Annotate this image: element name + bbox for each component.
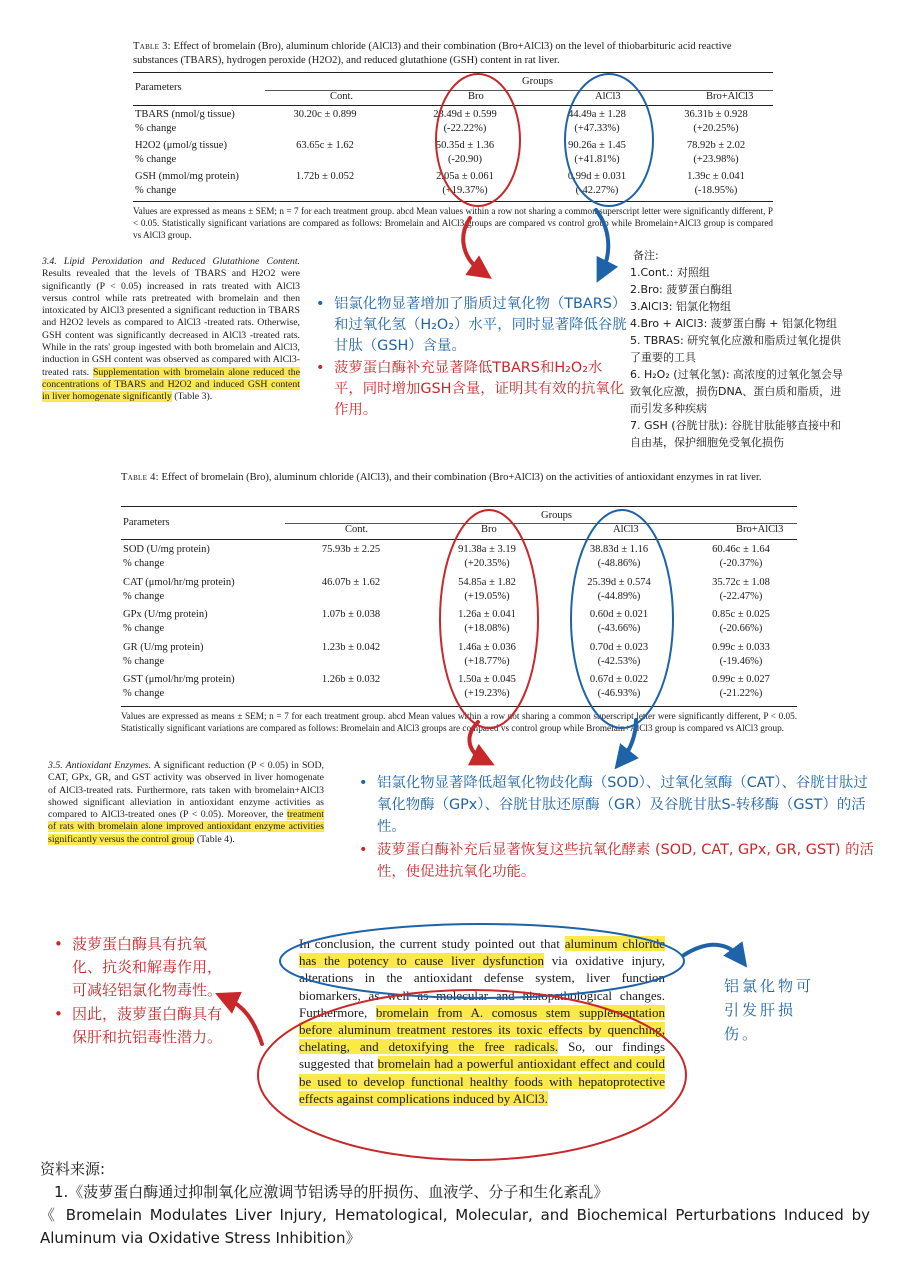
cell-value: 75.93b ± 2.25 — [321, 544, 381, 555]
bullet-dot-icon: • — [359, 775, 368, 791]
conclusion-highlight-antioxidant: bromelain had a powerful antioxidant effect and could be used to develop functional healthy foods with hepatoprotective effects against complications induced by AlCl3. — [299, 1056, 665, 1106]
cell-value: 30.20c ± 0.899 — [293, 109, 357, 120]
table3-header-parameters: Parameters — [135, 82, 182, 93]
cell-change: (-20.90) — [447, 154, 483, 165]
section35-text: A significant reduction (P < 0.05) in SOD, CAT, GPx, GR, and GST activity was observed in liver homogenate of AlCl3-treated rats. Furthermore, rats taken with bromelain+AlCl3 showed significant alleviation in antioxidant enzyme activities as compared to AlCl3-treated ones (P < 0.05). Moreover, the — [48, 760, 324, 821]
cell-change: (-43.66%) — [597, 623, 641, 635]
conclusion-text: via oxidative injury, alterations in the antioxidant defense system, liver function biomarkers, as well as molecular and histopathological changes. Furthermore, — [299, 953, 665, 1020]
cell-value: 90.26a ± 1.45 — [568, 140, 626, 151]
cell-value: 35.72c ± 1.08 — [712, 576, 770, 588]
source-en: 《 Bromelain Modulates Liver Injury, Hematological, Molecular, and Biochemical Perturbations Induced by Aluminum via Oxidative Stress Inhibition》 — [40, 1206, 870, 1247]
conclusion-highlight-aluminum: aluminum chloride has the potency to cause liver dysfunction — [299, 936, 666, 969]
param-sub: % change — [123, 590, 165, 602]
cell-change: (+18.08%) — [464, 623, 510, 635]
cell-value: 38.83d ± 1.16 — [589, 544, 649, 555]
conclusion-text: In conclusion, the current study pointed out that — [299, 936, 560, 951]
cell-change: (-46.93%) — [597, 688, 641, 700]
table3-header-groups: Groups — [522, 76, 553, 87]
cell-change: (-44.89%) — [597, 590, 641, 602]
notes-item: 7. GSH (谷胱甘肽): 谷胱甘肽能够直接中和自由基，保护细胞免受氧化损伤 — [630, 419, 842, 449]
param-name: SOD (U/mg protein) — [123, 544, 210, 555]
bullets2-text: 菠萝蛋白酶补充后显著恢复这些抗氧化酵素 (SOD, CAT, GPx, GR, GST) 的活性，使促进抗氧化功能。 — [377, 842, 874, 880]
notes-item: 1.Cont.: 对照组 — [630, 266, 710, 279]
cell-change: (-18.95%) — [694, 185, 738, 196]
cell-change: (+47.33%) — [574, 123, 620, 134]
cell-change: (-20.66%) — [719, 623, 763, 635]
cell-change: (-42.27%) — [575, 185, 619, 196]
param-sub: % change — [123, 623, 165, 635]
table3-blue-arrow — [596, 210, 608, 272]
param-name: GR (U/mg protein) — [123, 641, 204, 653]
bullet-dot-icon: • — [54, 1005, 63, 1023]
cell-value: 1.50a ± 0.045 — [458, 674, 516, 686]
cell-change: (+41.81%) — [574, 154, 620, 165]
notes-item: 3.AlCl3: 铝氯化物组 — [630, 300, 732, 313]
table3-col-alcl3: AlCl3 — [595, 91, 621, 102]
cell-value: 46.07b ± 1.62 — [321, 576, 381, 588]
cell-value: 50.35d ± 1.36 — [435, 140, 495, 151]
notes-title: 备注: — [633, 249, 659, 262]
conclusion-red-arrow — [226, 998, 262, 1044]
cell-value: 25.39d ± 0.574 — [587, 576, 651, 588]
table3-col-cont: Cont. — [330, 91, 354, 102]
cell-value: 60.46c ± 1.64 — [712, 544, 770, 555]
cell-value: 0.85c ± 0.025 — [712, 609, 770, 621]
cell-value: 1.39c ± 0.041 — [687, 171, 745, 182]
cell-change: (-22.47%) — [719, 590, 763, 602]
table4-col-bro: Bro — [481, 524, 497, 535]
table4-bro-ellipse — [440, 510, 538, 728]
section34-text: Results revealed that the levels of TBARS and H2O2 were significantly (P < 0.05) increased in rats treated with AlCl3 versus control while rats pretreated with bromelain and then intoxicated by AlCl3 presented a significant reduction in TBARS and H2O2 levels as compared to AlCl3 -treated rats. Otherwise, GSH content was significantly decreased in AlCl3 -treated rats. While in the rats' group ingested with both bromelain and AlCl3, induction in GSH content was observed as compared with AlCl3-treated rats. — [42, 268, 300, 378]
cell-change: (-20.37%) — [719, 558, 763, 569]
notes-item: 4.Bro + AlCl3: 菠萝蛋白酶 + 铝氯化物组 — [630, 317, 837, 330]
bullets3-text: 菠萝蛋白酶具有抗氧化、抗炎和解毒作用，可减轻铝氯化物毒性。 — [72, 935, 223, 999]
cell-value: 44.49a ± 1.28 — [568, 109, 626, 120]
cell-change: (+19.23%) — [464, 688, 510, 700]
table4-col-cont: Cont. — [345, 524, 369, 535]
table3-bro-ellipse — [436, 74, 520, 206]
cell-value: 0.70d ± 0.023 — [589, 641, 649, 653]
cell-value: 54.85a ± 1.82 — [458, 576, 516, 588]
param-sub: % change — [135, 185, 177, 196]
table3-caption-text: Effect of bromelain (Bro), aluminum chloride (AlCl3) and their combination (Bro+AlCl3) on the level of thiobarbituric acid reactive substances (TBARS), hydrogen peroxide (H2O2), and reduced glutathione (GSH) content in rat liver. — [133, 41, 732, 66]
cell-value: 1.26a ± 0.041 — [458, 609, 516, 621]
table4-header-parameters: Parameters — [123, 517, 170, 528]
table4-col-bro-alcl3: Bro+AlCl3 — [736, 524, 784, 535]
table3-caption-label: Table 3: — [133, 41, 171, 52]
bullet-dot-icon: • — [54, 935, 63, 953]
cell-change: (+19.37%) — [442, 185, 488, 196]
cell-value: 23.49d ± 0.599 — [433, 109, 497, 120]
section35-heading: 3.5. Antioxidant Enzymes. — [48, 760, 152, 771]
cell-change: (-22.22%) — [443, 123, 487, 134]
param-sub: % change — [123, 655, 165, 667]
cell-value: 36.31b ± 0.928 — [684, 109, 748, 120]
param-sub: % change — [135, 154, 177, 165]
cell-change: (-19.46%) — [719, 655, 763, 667]
conclusion-red-ellipse — [258, 990, 686, 1160]
bullet-dot-icon: • — [316, 296, 325, 312]
table4-caption-label: Table 4: — [121, 472, 159, 483]
cell-value: 78.92b ± 2.02 — [686, 140, 746, 151]
param-name: H2O2 (μmol/g tissue) — [135, 140, 227, 151]
source-cn: 1.《菠萝蛋白酶通过抑制氧化应激调节铝诱导的肝损伤、血液学、分子和生化紊乱》 — [54, 1183, 609, 1201]
side-note: 铝氯化物可引发肝损伤。 — [724, 977, 815, 1043]
cell-value: 2.05a ± 0.061 — [436, 171, 494, 182]
bullets3-text: 因此，菠萝蛋白酶具有保肝和抗铝毒性潜力。 — [72, 1005, 223, 1046]
cell-change: (+19.05%) — [464, 590, 510, 602]
bullet-dot-icon: • — [359, 842, 368, 858]
conclusion-blue-arrow — [684, 945, 740, 958]
table3-col-bro: Bro — [468, 91, 484, 102]
param-sub: % change — [135, 123, 177, 134]
source-label: 资料来源: — [40, 1160, 106, 1178]
table4-caption-text: Effect of bromelain (Bro), aluminum chloride (AlCl3), and their combination (Bro+AlCl3) on the activities of antioxidant enzymes in rat liver. — [161, 472, 762, 483]
cell-value: 1.46a ± 0.036 — [458, 641, 516, 653]
param-name: GPx (U/mg protein) — [123, 609, 208, 621]
section35-highlight: treatment of rats with bromelain alone improved antioxidant enzyme activities significantly versus the control group — [48, 809, 325, 845]
cell-value: 1.72b ± 0.052 — [295, 171, 355, 182]
cell-value: 1.26b ± 0.032 — [321, 674, 381, 686]
cell-change: (+20.35%) — [464, 558, 510, 569]
param-name: TBARS (nmol/g tissue) — [135, 109, 235, 120]
param-name: GST (μmol/hr/mg protein) — [123, 674, 235, 686]
cell-change: (-48.86%) — [597, 558, 641, 569]
table4-footnote: Values are expressed as means ± SEM; n = 7 for each treatment group. abcd Mean values within a row not sharing a common superscript letter were significantly different, P < 0.05. Statistically significant variations are compared as follows: Bromelain and AlCl3 groups are compared vs control group while Bromelain+AlCl3 group is compared vs AlCl3 group. — [121, 711, 797, 733]
param-sub: % change — [123, 688, 165, 700]
table3-red-arrow — [463, 218, 482, 272]
cell-value: 0.67d ± 0.022 — [589, 674, 649, 686]
bullets2-text: 铝氯化物显著降低超氧化物歧化酶（SOD）、过氧化氢酶（CAT）、谷胱甘肽过氧化物酶（GPx）、谷胱甘肽还原酶（GR）及谷胱甘肽S-转移酶（GST）的活性。 — [377, 775, 868, 835]
cell-value: 91.38a ± 3.19 — [458, 544, 516, 555]
param-sub: % change — [123, 558, 165, 569]
conclusion-blue-ellipse — [280, 924, 684, 998]
cell-value: 0.99d ± 0.031 — [567, 171, 627, 182]
conclusion-highlight-bromelain: bromelain from A. comosus stem supplementation before aluminum treatment restores its toxic effects by quenching, chelating, and detoxifying the free radicals. — [299, 1004, 665, 1055]
section34-tail: (Table 3). — [174, 391, 213, 403]
table4-col-alcl3: AlCl3 — [613, 524, 639, 535]
conclusion-text: So, our findings suggested that — [299, 1039, 666, 1072]
param-name: GSH (mmol/mg protein) — [135, 171, 239, 182]
cell-change: (-42.53%) — [597, 655, 641, 667]
bullet-dot-icon: • — [316, 360, 325, 376]
notes-item: 5. TBRAS: 研究氧化应激和脂质过氧化提供了重要的工具 — [630, 334, 842, 364]
bullets1-text: 菠萝蛋白酶补充显著降低TBARS和H₂O₂水平，同时增加GSH含量，证明其有效的抗氧化作用。 — [334, 360, 625, 418]
table4-alcl3-ellipse — [571, 510, 673, 728]
section34-heading: 3.4. Lipid Peroxidation and Reduced Glutathione Content. — [42, 256, 300, 267]
param-name: CAT (μmol/hr/mg protein) — [123, 576, 235, 588]
cell-change: (-21.22%) — [719, 688, 763, 700]
cell-value: 0.99c ± 0.033 — [712, 641, 770, 653]
cell-change: (+20.25%) — [693, 123, 739, 134]
table3-footnote: Values are expressed as means ± SEM; n = 7 for each treatment group. abcd Mean values within a row not sharing a common superscript letter were significantly different, P < 0.05. Statistically significant variations are compared as follows: Bromelain and AlCl3 groups are compared vs control group while Bromelain+AlCl3 group is compared vs AlCl3 group. — [133, 206, 773, 240]
table4-header-groups: Groups — [541, 510, 572, 521]
notes-item: 2.Bro: 菠萝蛋白酶组 — [630, 283, 733, 296]
cell-value: 1.07b ± 0.038 — [321, 609, 381, 621]
notes-item: 6. H₂O₂ (过氧化氢): 高浓度的过氧化氢会导致氧化应激，损伤DNA、蛋白质和脂质，进而引发多种疾病 — [630, 368, 844, 415]
cell-value: 1.23b ± 0.042 — [321, 641, 381, 653]
cell-value: 0.60d ± 0.021 — [589, 609, 649, 621]
cell-change: (+23.98%) — [693, 154, 739, 165]
table3-alcl3-ellipse — [565, 74, 653, 206]
cell-value: 0.99c ± 0.027 — [712, 674, 770, 686]
cell-change: (+18.77%) — [464, 655, 510, 667]
table3-col-bro-alcl3: Bro+AlCl3 — [706, 91, 754, 102]
bullets1-text: 铝氯化物显著增加了脂质过氧化物（TBARS）和过氧化氢（H₂O₂）水平，同时显著降低谷胱甘肽（GSH）含量。 — [334, 296, 627, 354]
cell-value: 63.65c ± 1.62 — [296, 140, 354, 151]
section35-tail: (Table 4). — [196, 833, 235, 845]
section34-highlight: Supplementation with bromelain alone reduced the concentrations of TBARS and H2O2 and induced GSH content in liver homogenate significantly — [42, 366, 300, 403]
